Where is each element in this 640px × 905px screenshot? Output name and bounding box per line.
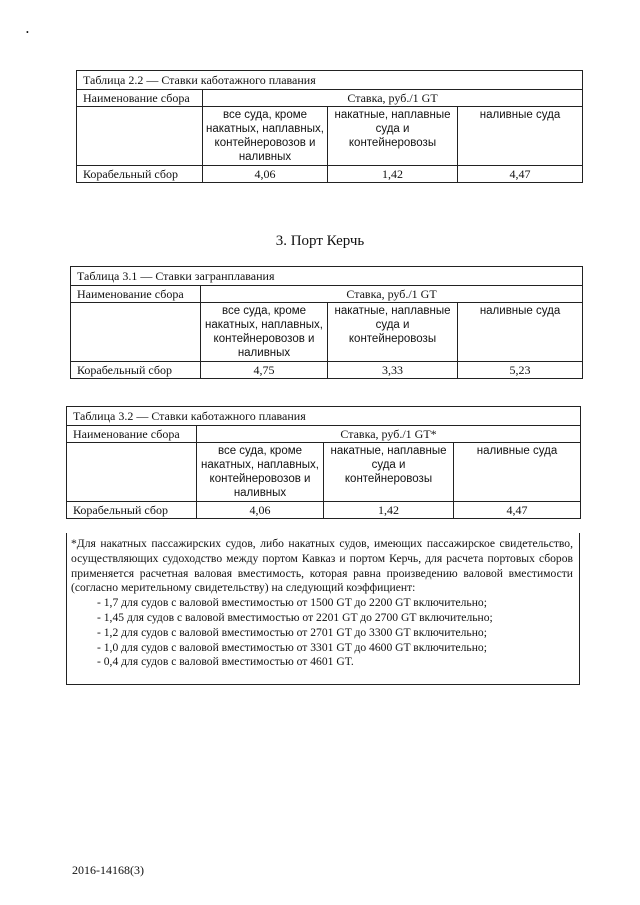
- table-caption: Таблица 3.1 — Ставки загранплавания: [71, 267, 583, 286]
- value-cell: 4,06: [203, 166, 328, 183]
- subheader-roro-container: накатные, наплавные суда и контейнеровозы: [324, 443, 454, 502]
- value-cell: 4,06: [197, 502, 324, 519]
- value-cell: 4,75: [201, 362, 328, 379]
- table-3-1: [70, 266, 583, 379]
- fee-name-header: Наименование сбора: [71, 286, 201, 303]
- fee-name-header: Наименование сбора: [77, 90, 203, 107]
- empty-cell: [67, 443, 197, 502]
- subheader-tankers: наливные суда: [458, 107, 583, 166]
- table-caption: Таблица 3.2 — Ставки каботажного плавания: [67, 407, 581, 426]
- value-cell: 3,33: [328, 362, 458, 379]
- subheader-all-vessels: все суда, кроме накатных, наплавных, контейнеровозов и наливных: [197, 443, 324, 502]
- list-item: - 1,2 для судов с валовой вместимостью от 2701 GT до 3300 GT включительно;: [97, 625, 487, 639]
- row-label: Корабельный сбор: [71, 362, 201, 379]
- subheader-tankers: наливные суда: [458, 303, 583, 362]
- rate-header: Ставка, руб./1 GT: [203, 90, 583, 107]
- row-label: Корабельный сбор: [67, 502, 197, 519]
- table-3-2: [66, 406, 581, 519]
- subheader-all-vessels: все суда, кроме накатных, наплавных, контейнеровозов и наливных: [203, 107, 328, 166]
- subheader-all-vessels: все суда, кроме накатных, наплавных, контейнеровозов и наливных: [201, 303, 328, 362]
- rate-header: Ставка, руб./1 GT: [201, 286, 583, 303]
- subheader-roro-container: накатные, наплавные суда и контейнеровозы: [328, 107, 458, 166]
- list-item: - 1,7 для судов с валовой вместимостью от 1500 GT до 2200 GT включительно;: [97, 596, 487, 610]
- row-label: Корабельный сбор: [77, 166, 203, 183]
- list-item: - 1,0 для судов с валовой вместимостью от 3301 GT до 4600 GT включительно;: [97, 640, 487, 654]
- value-cell: 5,23: [458, 362, 583, 379]
- footnote-box: [66, 533, 580, 685]
- subheader-roro-container: накатные, наплавные суда и контейнеровозы: [328, 303, 458, 362]
- list-item: - 1,45 для судов с валовой вместимостью от 2201 GT до 2700 GT включительно;: [97, 610, 493, 624]
- subheader-tankers: наливные суда: [454, 443, 581, 502]
- empty-cell: [77, 107, 203, 166]
- fee-name-header: Наименование сбора: [67, 426, 197, 443]
- list-item: - 0,4 для судов с валовой вместимостью от 4601 GT.: [97, 655, 354, 669]
- document-number: 2016-14168(3): [72, 863, 144, 877]
- coefficient-list: [71, 596, 573, 670]
- value-cell: 4,47: [458, 166, 583, 183]
- value-cell: 4,47: [454, 502, 581, 519]
- empty-cell: [71, 303, 201, 362]
- section-heading: 3. Порт Керчь: [275, 233, 365, 249]
- value-cell: 1,42: [328, 166, 458, 183]
- rate-header: Ставка, руб./1 GT*: [197, 426, 581, 443]
- table-2-2: [76, 70, 583, 183]
- table-caption: Таблица 2.2 — Ставки каботажного плавания: [77, 71, 583, 90]
- page-mark: •: [26, 28, 29, 37]
- value-cell: 1,42: [324, 502, 454, 519]
- footnote-intro: *Для накатных пассажирских судов, либо накатных судов, имеющих пассажирское свидетельство, осуществляющих судоходство между портом Кавказ и портом Керчь, для расчета портовых сборов применяется расчетная валовая вместимость, которая равна произведению валовой вместимости (согласно мерительному свидетельству) на следующий коэффициент:: [71, 537, 573, 595]
